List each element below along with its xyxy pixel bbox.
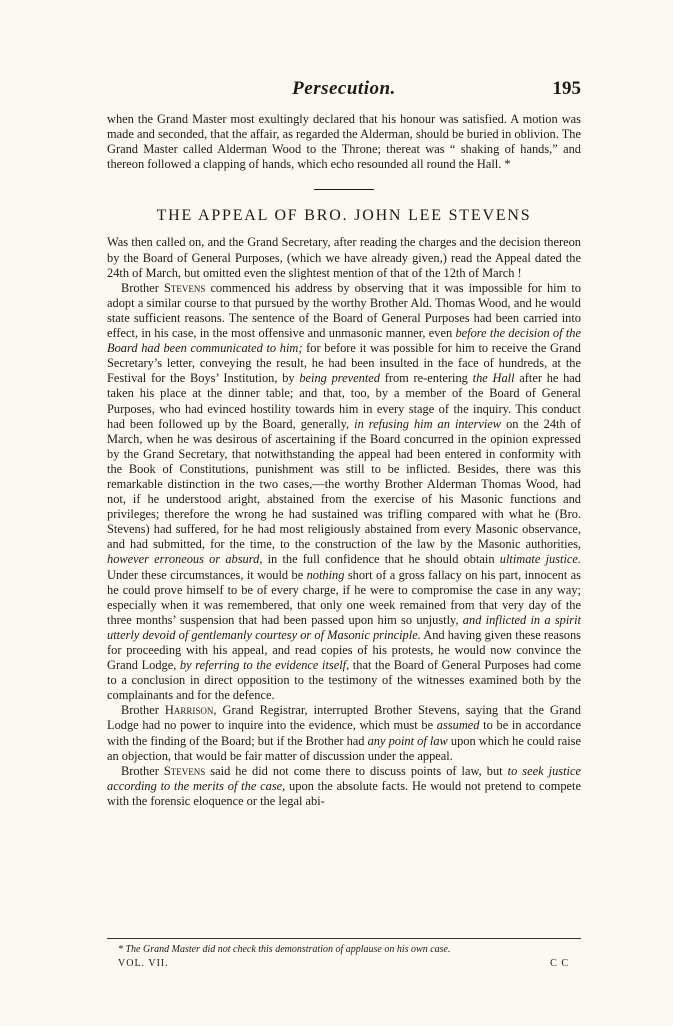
emphasis: the Hall [472,371,515,386]
text: from re-entering [379,371,473,386]
text: Brother [121,703,165,718]
text: short of a gross fallacy on his part, innocent as he could prove himself to be of every charge, if he were to compromise the case in any way; especially when it was remembered, that only one week remained from that very day of the three months’ suspension that had been passed upon him so unjustly, [107,567,581,627]
text: , Grand Registrar, interrupted Brother Stevens, saying that the Grand Lodge had no power to inquire into the evidence, which must be [107,703,581,733]
section-separator [314,189,374,190]
emphasis: being prevented [299,371,380,386]
text: Brother [121,280,164,295]
text: after he had taken his place at the dinner table; and that, too, by a member of the Board of General Purposes, who had evinced hostility towards him in every stage of the inquiry. This conduct had been followed up by the Board, generally, [107,371,582,431]
emphasis: to seek justice according to the merits of the case, [107,763,581,793]
footnote: * The Grand Master did not check this demonstration of applause on his own case. [118,944,451,955]
paragraph-1: Was then called on, and the Grand Secretary, after reading the charges and the decision thereon by the Board of General Purposes, (which we have already given,) read the Appeal dated the 24th of March, but omitted even the slightest mention of that of the 12th of March ! [107,235,581,280]
text: in the full confidence that he should obtain [262,552,500,567]
intro-paragraph: when the Grand Master most exultingly declared that his honour was satisfied. A motion was made and seconded, that the affair, as regarded the Alderman, should be buried in oblivion. The Grand Master called Alderman Wood to the Throne; thereat was “ shaking of hands,” and thereon followed a clapping of hands, which echo resounded all round the Hall. * [107,112,581,172]
emphasis: before the decision of the Board had been communicated to him; [107,326,581,356]
emphasis: and inflicted in a spirit utterly devoid of gentlemanly courtesy or of Masonic principle. [107,612,581,642]
emphasis: assumed [436,718,480,733]
paragraph-2 [107,281,581,704]
running-head [107,78,581,102]
signature-mark: C C [550,958,569,969]
body-text [107,112,581,809]
footnote-rule [107,938,581,939]
running-title: Persecution. [292,78,396,99]
text: upon which he could raise an objection, that would be fair matter of discussion under the appeal. [107,733,581,763]
text: And having given these reasons for proceeding with his appeal, and read copies of his protests, he would now convince the Grand Lodge, [107,627,582,673]
person-name: Stevens [163,280,206,295]
person-name: Stevens [163,763,206,778]
text: for before it was possible for him to receive the Grand Secretary’s letter, conveying the result, he had been insulted in the face of hundreds, at the Festival for the Boys’ Institution, by [107,341,581,386]
text: to be in accordance with the finding of the Board; but if the Brother had [107,718,581,748]
emphasis: nothing [306,567,345,582]
text: upon the absolute facts. He would not pretend to compete with the forensic eloquence or the legal abi- [107,778,581,808]
paragraph-4 [107,764,581,809]
emphasis: ultimate justice. [499,552,582,567]
text: said he did not come there to discuss points of law, but [205,763,508,778]
emphasis: any point of law [367,733,448,748]
text: Brother [121,763,164,778]
text: that the Board of General Purposes had come to a conclusion in direct opposition to the testimony of the witnesses examined both by the complainants and for the defence. [107,658,582,703]
emphasis: by referring to the evidence itself, [179,658,350,673]
volume-label: VOL. VII. [118,958,169,969]
text: Under these circumstances, it would be [107,567,307,582]
text: on the 24th of March, when he was desirous of ascertaining if the Board concurred in the opinion expressed by the Grand Secretary, that notwithstanding the appeal had been entered in conformity with the Book of Constitutions, punishment was still to be inflicted. Besides, there was this remarkable distinction in the two cases,—the worthy Brother Alderman Thomas Wood, had not, if he understood aright, abstained from the exercise of his Masonic functions and privileges; therefore the wrong he had sustained was trifling compared with what he (Bro. Stevens) had suffered, for he had most religiously abstained from every Masonic observance, and had submitted, for the time, to the construction of the law by the Masonic authorities, [107,416,581,552]
section-title: THE APPEAL OF BRO. JOHN LEE STEVENS [156,207,532,225]
person-name: Harrison [164,703,214,718]
text: commenced his address by observing that it was impossible for him to adopt a similar course to that pursued by the worthy Brother Ald. Thomas Wood, and he would state sufficient reasons. The sentence of the Board of General Purposes had been carried into effect, in his case, in the most offensive and unmasonic manner, even [107,280,581,341]
emphasis: in refusing him an interview [354,416,502,431]
emphasis: however erroneous or absurd, [107,552,263,567]
paragraph-3 [107,703,581,763]
page-number: 195 [552,78,581,99]
